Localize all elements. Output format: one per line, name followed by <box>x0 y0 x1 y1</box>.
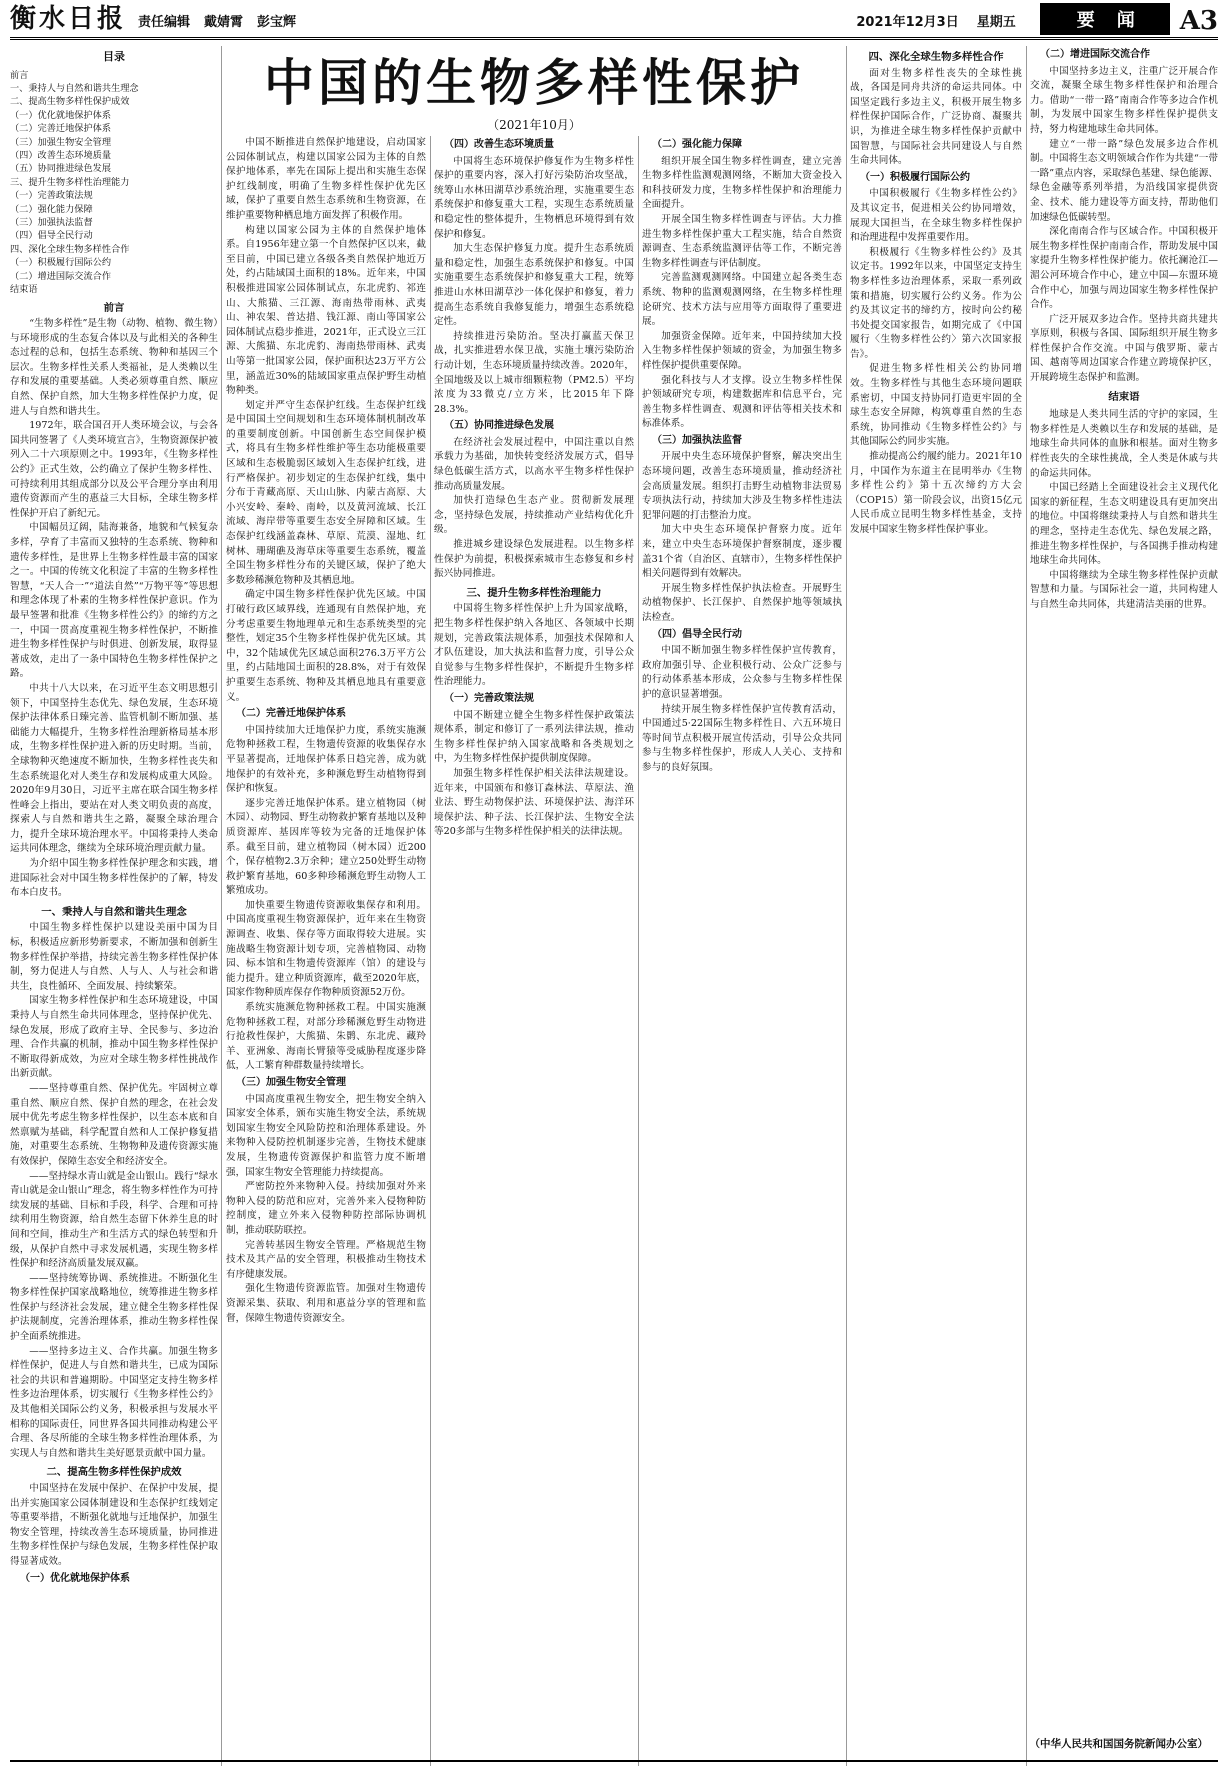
paragraph: 中国持续加大迁地保护力度，系统实施濒危物种拯救工程，生物遗传资源的收集保存水平显著提高，迁地保护体系日趋完善，成为就地保护的有效补充，多种濒危野生动植物得到保护和恢复。 <box>226 724 426 795</box>
paragraph: 加快重要生物遗传资源收集保存和利用。中国高度重视生物资源保护，近年来在生物资源调查、收集、保存等方面取得较大进展。实施战略生物资源计划专项，完善植物园、动物园、标本馆和生物遗传资源库（馆）的建设与能力提升。建立种质资源库，截至2020年底，国家作物种质库保存作物种质资源52万份。 <box>226 899 426 999</box>
paragraph: 中国坚持多边主义，注重广泛开展合作交流，凝聚全球生物多样性保护和治理合力。借助“一带一路”南南合作等多边合作机制，为发展中国家生物多样性保护提供支持，努力构建地球生命共同体。 <box>1030 65 1218 135</box>
paragraph: 中国高度重视生物安全，把生物安全纳入国家安全体系，颁布实施生物安全法，系统规划国家生物安全风险防控和治理体系建设。外来物种入侵防控机制逐步完善，生物技术健康发展，生物遗传资源保护和监管力度不断增强，国家生物安全管理能力持续提高。 <box>226 1093 426 1178</box>
paragraph: 地球是人类共同生活的守护的家园，生物多样性是人类赖以生存和发展的基础，是地球生命共同体的血脉和根基。面对生物多样性丧失的全球性挑战，全人类是休戚与共的命运共同体。 <box>1030 409 1218 479</box>
toc-item: （一）优化就地保护体系 <box>10 109 112 121</box>
paragraph: 开展全国生物多样性调查与评估。大力推进生物多样性保护重大工程实施，结合自然资源调查、生态系统监测评估等工作，不断完善生物多样性调查与评估制度。 <box>642 213 842 269</box>
toc-item: （五）协同推进绿色发展 <box>10 163 112 175</box>
page-number: A3 <box>1179 6 1218 36</box>
section-3-title: 三、提升生物多样性治理能力 <box>466 586 602 599</box>
paragraph: 划定并严守生态保护红线。生态保护红线是中国国土空间规划和生态环境体制机制改革的重要制度创新。中国创新生态空间保护模式，将具有生物多样性维护等生态功能极重要区域和生态极脆弱区域划入生态保护红线，进行严格保护。初步划定的生态保护红线，集中分布于青藏高原、天山山脉、内蒙古高原、大小兴安岭、秦岭、南岭，以及黄河流域、长江流域、海岸带等重要生态安全屏障和区域。生态保护红线涵盖森林、草原、荒漠、湿地、红树林、珊瑚礁及海草床等重要生态系统，覆盖全国生物多样性分布的关键区域，保护了绝大多数珍稀濒危物种及其栖息地。 <box>226 399 426 586</box>
paragraph: ——坚持统筹协调、系统推进。不断强化生物多样性保护国家战略地位，统筹推进生物多样性保护与经济社会发展，建立健全生物多样性保护法规制度，完善治理体系，推动生物多样性保护全面系统推进。 <box>10 1272 218 1343</box>
closing-body <box>1030 408 1218 612</box>
article-dateline: （2021年10月） <box>487 118 581 132</box>
toc-item: （一）完善政策法规 <box>10 190 93 202</box>
column-3 <box>434 136 634 1766</box>
paragraph: 系统实施濒危物种拯救工程。中国实施濒危物种拯救工程，对部分珍稀濒危野生动物进行抢救性保护，大熊猫、朱鹮、东北虎、藏羚羊、亚洲象、海南长臂猿等受威胁程度逐步降低，人工繁育种群数量持续增长。 <box>226 1002 426 1072</box>
toc-title: 目录 <box>103 50 125 63</box>
paragraph: 中国不断建立健全生物多样性保护政策法规体系，制定和修订了一系列法律法规，推动生物多样性保护纳入国家战略和各类规划之中，为生物多样性保护提供制度保障。 <box>434 709 634 765</box>
editor-label: 责任编辑 <box>138 15 191 30</box>
column-divider <box>1026 46 1027 1766</box>
editor-credits <box>138 11 296 37</box>
subsection-6-title: （一）完善政策法规 <box>444 692 534 704</box>
subsection-1-title: （一）优化就地保护体系 <box>20 1572 130 1584</box>
subsection-2-title: （二）完善迁地保护体系 <box>236 708 346 720</box>
subsection-9-title: （四）倡导全民行动 <box>652 628 742 640</box>
paragraph: 加强资金保障。近年来，中国持续加大投入生物多样性保护领域的资金，为加强生物多样性保护提供重要保障。 <box>642 330 842 371</box>
subsection-3-title: （三）加强生物安全管理 <box>236 1077 346 1088</box>
section-2-title: 二、提高生物多样性保护成效 <box>46 1466 182 1479</box>
paragraph: 中国已经踏上全面建设社会主义现代化国家的新征程，生态文明建设具有更加突出的地位。中国将继续秉持人与自然和谐共生的理念，坚持走生态优先、绿色发展之路，推进生物多样性保护，与各国携手推动构建地球生命共同体。 <box>1030 482 1218 567</box>
toc-item: 前言 <box>10 69 29 81</box>
paragraph: 国家生物多样性保护和生态环境建设，中国秉持人与自然生命共同体理念，坚持保护优先、绿色发展，形成了政府主导、全民参与、多边治理、合作共赢的机制，推动中国生物多样性保护不断取得新成效，为应对全球生物多样性挑战作出新贡献。 <box>10 995 218 1080</box>
subsection-2-body <box>226 724 426 1074</box>
toc-item: （一）积极履行国际公约 <box>10 257 112 269</box>
paragraph: 组织开展全国生物多样性调查，建立完善生物多样性监测观测网络，不断加大资金投入和科技研发力度，生物多样性保护和治理能力全面提升。 <box>642 155 842 211</box>
paragraph: 建立“一带一路”绿色发展多边合作机制。中国将生态文明领域合作作为共建“一带一路”重点内容，采取绿色基建、绿色能源、绿色金融等系列举措，为沿线国家提供资金、技术、能力建设等方面支持，帮助他们加速绿色低碳转型。 <box>1030 138 1218 223</box>
paragraph: ——坚持尊重自然、保护优先。牢固树立尊重自然、顺应自然、保护自然的理念，在社会发展中优先考虑生物多样性保护，以生态本底和自然禀赋为基础，科学配置自然和人工保护修复措施，对重要生态系统、生物物种及遗传资源实施有效保护，保障生态安全和经济安全。 <box>10 1082 218 1167</box>
toc-item: （二）完善迁地保护体系 <box>10 123 112 135</box>
paragraph: 加快打造绿色生态产业。贯彻新发展理念，坚持绿色发展，持续推动产业结构优化升级。 <box>434 495 634 536</box>
paragraph: ——坚持绿水青山就是金山银山。践行“绿水青山就是金山银山”理念，将生物多样性作为可持续发展的基础、目标和手段，科学、合理和可持续利用生物资源，给自然生态留下休养生息的时间和空间，推动生产和生活方式的绿色转型和升级，从保护自然中寻求发展机遇，实现生物多样性保护和经济高质量发展双赢。 <box>10 1170 218 1270</box>
paragraph: 开展中央生态环境保护督察，解决突出生态环境问题，改善生态环境质量，推动经济社会高质量发展。组织打击野生动植物非法贸易专项执法行动，持续加大涉及生物多样性违法犯罪问题的打击整治力度。 <box>642 451 842 521</box>
subsection-10-body <box>850 187 1022 537</box>
foreword-title: 前言 <box>103 301 125 314</box>
closing-title: 结束语 <box>1108 390 1140 403</box>
section-1-body <box>10 921 218 1461</box>
paragraph: 持续开展生物多样性保护宣传教育活动，中国通过5·22国际生物多样性日、六五环境日等时间节点积极开展宣传活动，引导公众共同参与生物多样性保护，形成人人关心、支持和参与的良好氛围。 <box>642 703 842 773</box>
column-divider <box>846 46 847 1766</box>
paragraph: 强化科技与人才支撑。设立生物多样性保护领域研究专项，构建数据库和信息平台，完善生物多样性调查、观测和评估等相关技术和标准体系。 <box>642 374 842 430</box>
weekday: 星期五 <box>976 15 1016 30</box>
paragraph: 完善转基因生物安全管理。严格规范生物技术及其产品的安全管理，积极推动生物技术有序健康发展。 <box>226 1239 426 1280</box>
paragraph: 在经济社会发展过程中，中国注重以自然承载力为基础，加快转变经济发展方式，倡导绿色低碳生活方式，以高水平生物多样性保护推动高质量发展。 <box>434 436 634 492</box>
paragraph: 严密防控外来物种入侵。持续加强对外来物种入侵的防范和应对，完善外来入侵物种防控制度，建立外来入侵物种防控部际协调机制，推动联防联控。 <box>226 1181 426 1236</box>
paragraph: 中国积极履行《生物多样性公约》及其议定书，促进相关公约协同增效，展现大国担当，在全球生物多样性保护和治理进程中发挥重要作用。 <box>850 188 1022 244</box>
toc-item: 二、提高生物多样性保护成效 <box>10 96 130 108</box>
paragraph: 加大生态保护修复力度。提升生态系统质量和稳定性，加强生态系统保护和修复。中国实施重要生态系统保护和修复重大工程，统筹推进山水林田湖草沙一体化保护和修复，着力提高生态系统自我修复能力，增强生态系统稳定性。 <box>434 243 634 328</box>
masthead <box>10 6 1218 40</box>
section-3-intro: 中国将生物多样性保护上升为国家战略，把生物多样性保护纳入各地区、各领域中长期规划，完善政策法规体系，加强技术保障和人才队伍建设，加大执法和监督力度，引导公众自觉参与生物多样性保护，不断提升生物多样性治理能力。 <box>434 603 634 688</box>
publication-date: 2021年12月3日 <box>856 15 959 30</box>
subsection-9-body <box>642 644 842 775</box>
paragraph: 为介绍中国生物多样性保护理念和实践，增进国际社会对中国生物多样性保护的了解，特发布本白皮书。 <box>10 858 218 899</box>
toc-item: （三）加强生物安全管理 <box>10 136 112 148</box>
paragraph: 中国将生态环境保护修复作为生物多样性保护的重要内容，深入打好污染防治攻坚战，统筹山水林田湖草沙系统治理，实施重要生态系统保护和修复重大工程，实现生态系统质量和稳定性的整体提升，生物栖息环境得到有效保护和修复。 <box>434 155 634 240</box>
paragraph: 推进城乡建设绿色发展进程。以生物多样性保护为前提，积极探索城市生态修复和乡村振兴协同推进。 <box>434 539 634 580</box>
article-title: 中国的生物多样性保护 <box>264 53 804 112</box>
paragraph: 中共十八大以来，在习近平生态文明思想引领下，中国坚持生态优先、绿色发展，生态环境保护法律体系日臻完善、监管机制不断加强、基础能力大幅提升，生物多样性治理新格局基本形成，生物多样性保护进入新的历史时期。当前，全球物种灭绝速度不断加快，生物多样性丧失和生态系统退化对人类生存和发展构成重大风险。2020年9月30日，习近平主席在联合国生物多样性峰会上指出，要站在对人类文明负责的高度，探索人与自然和谐共生之路，凝聚全球治理合力，提升全球环境治理水平。中国将秉持人类命运共同体理念，继续为全球环境治理贡献力量。 <box>10 682 218 855</box>
paragraph: 完善监测观测网络。中国建立起各类生态系统、物种的监测观测网络，在生物多样性理论研究、技术方法与应用等方面取得了重要进展。 <box>642 272 842 328</box>
section-4-title: 四、深化全球生物多样性合作 <box>868 51 1004 63</box>
paragraph: 强化生物遗传资源监管。加强对生物遗传资源采集、获取、利用和惠益分享的管理和监督，保障生物遗传资源安全。 <box>226 1283 426 1324</box>
subsection-3-body <box>226 1093 426 1327</box>
column-5 <box>850 46 1022 1766</box>
column-2 <box>226 136 426 1766</box>
editor-name: 戴婧霄 <box>204 15 244 30</box>
toc-item: 三、提升生物多样性治理能力 <box>10 176 130 188</box>
paragraph: 中国生物多样性保护以建设美丽中国为目标，积极适应新形势新要求，不断加强和创新生物多样性保护举措，持续完善生物多样性保护体制，努力促进人与自然、人与人、人与社会和谐共生，良性循环、全面发展、持续繁荣。 <box>10 922 218 992</box>
subsection-1-body <box>226 136 426 705</box>
paper-name: 衡水日报 <box>10 4 127 34</box>
section-1-title: 一、秉持人与自然和谐共生理念 <box>41 905 187 918</box>
column-1 <box>10 46 218 1766</box>
subsection-7-body <box>642 155 842 432</box>
paragraph: “生物多样性”是生物（动物、植物、微生物）与环境形成的生态复合体以及与此相关的各种生态过程的总和，包括生态系统、物种和基因三个层次。生物多样性关系人类福祉，是人类赖以生存和发展的重要基础。人类必须尊重自然、顺应自然、保护自然，加大生物多样性保护力度，促进人与自然和谐共生。 <box>10 318 218 417</box>
column-divider <box>638 136 639 1766</box>
table-of-contents <box>10 69 218 297</box>
subsection-11-body <box>1030 65 1218 386</box>
article-headline <box>226 52 842 133</box>
page-content <box>10 46 1218 1766</box>
paragraph: 推动提高公约履约能力。2021年10月，中国作为东道主在昆明举办《生物多样性公约》第十五次缔约方大会（COP15）第一阶段会议，出资15亿元人民币成立昆明生物多样性基金，支持发展中国家生物多样性保护事业。 <box>850 451 1022 535</box>
paragraph: 中国不断加强生物多样性保护宣传教育，政府加强引导、企业积极行动、公众广泛参与的行动体系基本形成，公众参与生物多样性保护的意识显著增强。 <box>642 645 842 700</box>
toc-item: （二）增进国际交流合作 <box>10 270 112 282</box>
subsection-10-title: （一）积极履行国际公约 <box>860 171 970 183</box>
column-4 <box>642 136 842 1766</box>
subsection-4-title: （四）改善生态环境质量 <box>444 139 554 150</box>
paragraph: 广泛开展双多边合作。坚持共商共建共享原则，积极与各国、国际组织开展生物多样性保护合作交流。中国与俄罗斯、蒙古国、越南等周边国家合作建立跨境保护区，开展跨境生态保护和监测。 <box>1030 313 1218 384</box>
paragraph: 持续推进污染防治。坚决打赢蓝天保卫战，扎实推进碧水保卫战，实施土壤污染防治行动计划，生态环境质量持续改善。2020年，全国地级及以上城市细颗粒物（PM2.5）平均浓度为33微克/立方米，比2015年下降28.3%。 <box>434 330 634 415</box>
subsection-11-title: （二）增进国际交流合作 <box>1040 49 1150 60</box>
paragraph: 确定中国生物多样性保护优先区域。中国打破行政区域界线，连通现有自然保护地，充分考虑重要生物地理单元和生态系统类型的完整性，划定35个生物多样性保护优先区域。其中，32个陆域优先区域总面积276.3万平方公里，约占陆地国土面积的28.8%，对于有效保护重要生态系统、物种及其栖息地具有重要意义。 <box>226 589 426 703</box>
paragraph: 1972年，联合国召开人类环境会议，与会各国共同签署了《人类环境宣言》，生物资源保护被列入二十六项原则之中。1993年，《生物多样性公约》正式生效，公约确立了保护生物多样性、可持续利用其组成部分以及公平合理分享由利用遗传资源而产生的惠益三大目标，全球生物多样性保护开启了新纪元。 <box>10 420 218 519</box>
foreword-body <box>10 317 218 901</box>
paragraph: 中国幅员辽阔，陆海兼备，地貌和气候复杂多样，孕育了丰富而又独特的生态系统、物种和遗传多样性，是世界上生物多样性最丰富的国家之一。中国的传统文化积淀了丰富的生物多样性智慧，“天人合一”“道法自然”“万物平等”等思想和理念体现了朴素的生物多样性保护意识。作为最早签署和批准《生物多样性公约》的缔约方之一，中国一贯高度重视生物多样性保护，不断推进生物多样性保护与时俱进、创新发展，取得显著成效，走出了一条中国特色生物多样性保护之路。 <box>10 522 218 680</box>
subsection-7-title: （二）强化能力保障 <box>652 139 742 150</box>
editor2-name: 彭宝辉 <box>257 15 297 30</box>
column-divider <box>430 136 431 1766</box>
article-credit: （中华人民共和国国务院新闻办公室） <box>1029 1738 1208 1750</box>
toc-item: （三）加强执法监督 <box>10 217 93 229</box>
subsection-5-body <box>434 436 634 582</box>
column-6 <box>1030 46 1218 1766</box>
toc-item: （二）强化能力保障 <box>10 203 93 215</box>
bottom-rule <box>10 1760 1218 1762</box>
subsection-5-title: （五）协同推进绿色发展 <box>444 420 554 432</box>
column-divider <box>221 46 222 1766</box>
paragraph: 开展生物多样性保护执法检查。开展野生动植物保护、长江保护、自然保护地等领域执法检查。 <box>642 582 842 623</box>
section-4-intro: 面对生物多样性丧失的全球性挑战，各国是同舟共济的命运共同体。中国坚定践行多边主义，积极开展生物多样性保护国际合作，广泛协商、凝聚共识，为推进全球生物多样性保护贡献中国智慧，与国际社会共同建设人与自然生命共同体。 <box>850 67 1022 167</box>
subsection-8-title: （三）加强执法监督 <box>652 434 742 446</box>
section-label: 要闻 <box>1040 3 1170 35</box>
paragraph: 中国不断推进自然保护地建设，启动国家公园体制试点，构建以国家公园为主体的自然保护地体系，率先在国际上提出和实施生态保护红线制度，明确了生物多样性保护优先区域，保护了重要自然生态系统和生物资源，在维护重要物种栖息地方面发挥了积极作用。 <box>226 137 426 221</box>
toc-item: （四）改善生态环境质量 <box>10 150 112 162</box>
subsection-6-body <box>434 709 634 840</box>
subsection-4-body <box>434 155 634 418</box>
paragraph: 积极履行《生物多样性公约》及其议定书。1992年以来，中国坚定支持生物多样性多边治理体系，采取一系列政策和措施，切实履行公约义务。作为公约及其议定书的缔约方，按时向公约秘书处提交国家报告，如期完成了《中国履行〈生物多样性公约〉第六次国家报告》。 <box>850 246 1022 360</box>
paragraph: 构建以国家公园为主体的自然保护地体系。自1956年建立第一个自然保护区以来，截至目前，中国已建立各级各类自然保护地近万处，约占陆域国土面积的18%。近年来，中国积极推进国家公园体制试点，东北虎豹、祁连山、大熊猫、三江源、海南热带雨林、武夷山、神农架、普达措、钱江源、南山等国家公园体制试点稳步推进，2021年，正式设立三江源、大熊猫、东北虎豹、海南热带雨林、武夷山等第一批国家公园，保护面积达23万平方公里，涵盖近30%的陆域国家重点保护野生动植物种类。 <box>226 224 426 397</box>
paragraph: ——坚持多边主义、合作共赢。加强生物多样性保护，促进人与自然和谐共生，已成为国际社会的共识和普遍期盼。中国坚定支持生物多样性多边治理体系，切实履行《生物多样性公约》及其他相关国际公约义务，积极承担与发展水平相称的国际责任，同世界各国共同推动构建公平合理、各尽所能的全球生物多样性治理体系，为实现人与自然和谐共生美好愿景贡献中国力量。 <box>10 1345 218 1459</box>
paragraph: 促进生物多样性相关公约协同增效。生物多样性与其他生态环境问题联系密切，中国支持协同打造更牢固的全球生态安全屏障，构筑尊重自然的生态系统，协同推动《生物多样性公约》与其他国际公约同步实施。 <box>850 363 1022 448</box>
paragraph: 逐步完善迁地保护体系。建立植物园（树木园）、动物园、野生动物救护繁育基地以及种质资源库、基因库等较为完备的迁地保护体系。截至目前，建立植物园（树木园）近200个，保存植物2.3万余种；建立250处野生动物救护繁育基地，60多种珍稀濒危野生动物人工繁殖成功。 <box>226 797 426 897</box>
toc-item: （四）倡导全民行动 <box>10 230 93 242</box>
subsection-8-body <box>642 450 842 625</box>
toc-item: 四、深化全球生物多样性合作 <box>10 243 130 255</box>
paragraph: 中国将继续为全球生物多样性保护贡献智慧和力量。与国际社会一道，共同构建人与自然生命共同体，共建清洁美丽的世界。 <box>1030 569 1218 610</box>
toc-item: 结束语 <box>10 284 38 296</box>
toc-item: 一、秉持人与自然和谐共生理念 <box>10 83 139 94</box>
paragraph: 深化南南合作与区域合作。中国积极开展生物多样性保护南南合作，帮助发展中国家提升生物多样性保护能力。依托澜沧江—湄公河环境合作中心，建立中国—东盟环境合作中心，加强与周边国家生物多样性保护合作。 <box>1030 226 1218 311</box>
paragraph: 加强生物多样性保护相关法律法规建设。近年来，中国颁布和修订森林法、草原法、渔业法、野生动物保护法、环境保护法、海洋环境保护法、种子法、长江保护法、生物安全法等20多部与生物多样性保护相关的法律法规。 <box>434 767 634 838</box>
paragraph: 加大中央生态环境保护督察力度。近年来，建立中央生态环境保护督察制度，逐步覆盖31个省（自治区、直辖市），生物多样性保护相关问题得到有效解决。 <box>642 524 842 580</box>
section-2-intro: 中国坚持在发展中保护、在保护中发展，提出并实施国家公园体制建设和生态保护红线划定等重要举措，不断强化就地与迁地保护，加强生物安全管理，持续改善生态环境质量，协同推进生物多样性保护与绿色发展，生物多样性保护取得显著成效。 <box>10 1483 218 1567</box>
